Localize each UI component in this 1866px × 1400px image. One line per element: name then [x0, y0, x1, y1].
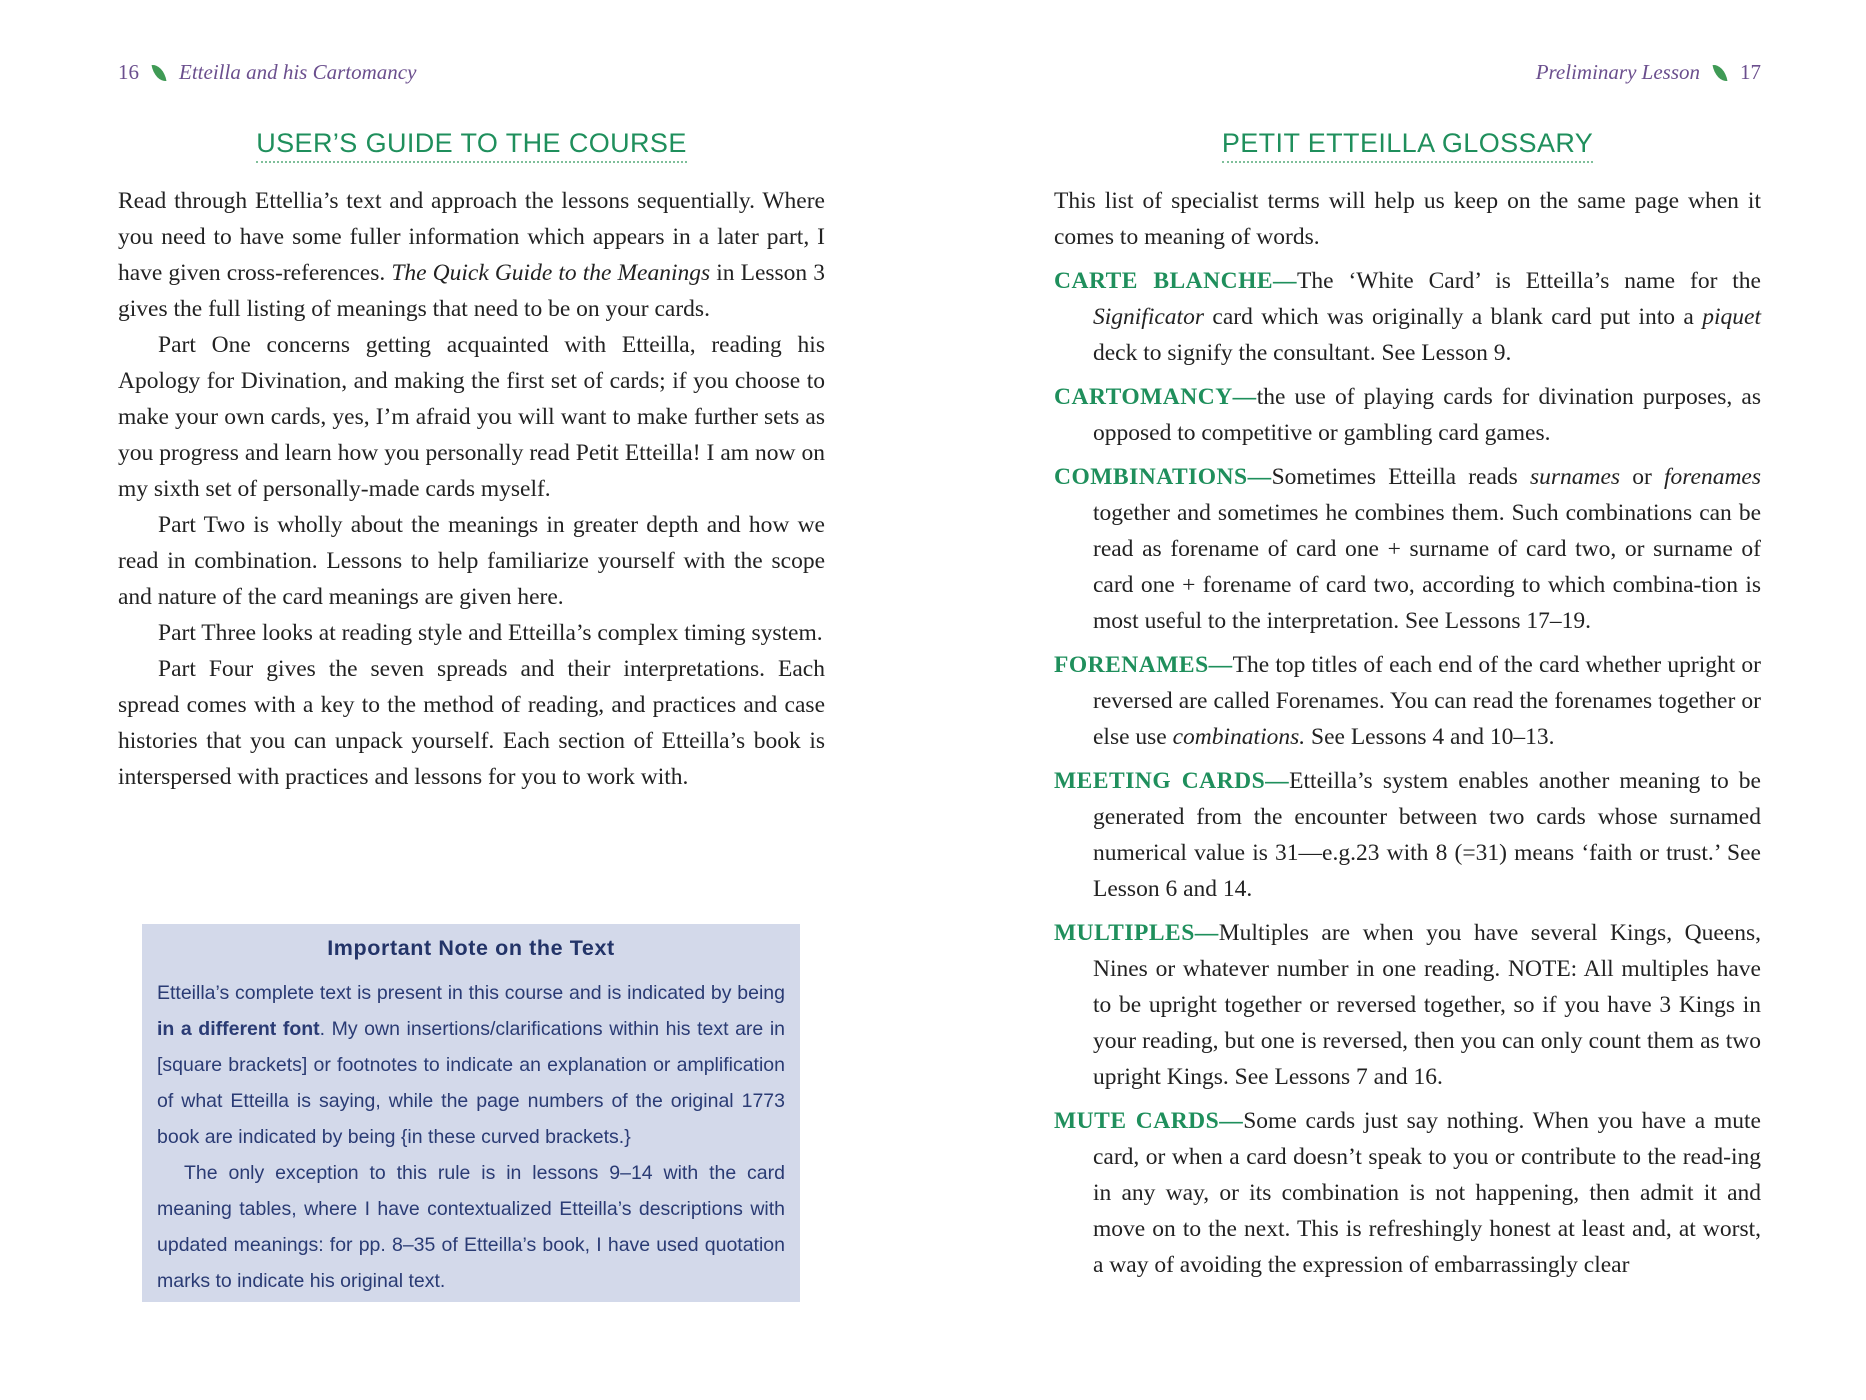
- glossary: [1054, 183, 1761, 1291]
- paragraph: Part Three looks at reading style and Etteilla’s complex timing system.: [158, 620, 823, 646]
- glossary-entry-combinations: COMBINATIONS—Sometimes Etteilla reads surnames or forenames together and sometimes he combines them. Such combinations can be read as forename of card one + surname of card two, or surname of card one + forename of card two, according to which combina-tion is most useful to the interpretation. See Lessons 17–19.: [1054, 464, 1761, 634]
- glossary-intro: This list of specialist terms will help us keep on the same page when it comes to meaning of words.: [1054, 188, 1761, 250]
- paragraph: Read through Ettellia’s text and approach the lessons sequentially. Where you need to have some fuller information which appears in a later part, I have given cross-references. The Quick Guide to the Meanings in Lesson 3 gives the full listing of meanings that need to be on your cards.: [118, 188, 826, 322]
- leaf-icon: [1713, 63, 1728, 83]
- important-note-box: [142, 924, 800, 1302]
- note-paragraph: The only exception to this rule is in lessons 9–14 with the card meaning tables, where I have contextualized Etteilla’s descriptions with updated meanings: for pp. 8–35 of Etteilla’s book, I have used quotation marks to indicate his original text.: [157, 1162, 785, 1292]
- section-title: USER’S GUIDE TO THE COURSE: [118, 128, 825, 159]
- glossary-entry-forenames: FORENAMES—The top titles of each end of the card whether upright or reversed are called Forenames. You can read the forenames together or else use combinations. See Lessons 4 and 10–13.: [1054, 652, 1761, 750]
- running-head-title: Etteilla and his Cartomancy: [179, 60, 417, 84]
- body-text: [118, 183, 825, 795]
- note-paragraph: Etteilla’s complete text is present in this course and is indicated by being in a different font. My own insertions/clarifications within his text are in [square brackets] or footnotes to indicate an explanation or amplification of what Etteilla is saying, while the page numbers of the original 1773 book are indicated by being {in these curved brackets.}: [157, 982, 785, 1148]
- glossary-entry-mute-cards: MUTE CARDS—Some cards just say nothing. When you have a mute card, or when a card doesn’t speak to you or contribute to the read-ing in any way, or its combination is not happening, then admit it and move on to the next. This is refreshingly honest at least and, at worst, a way of avoiding the expression of embarrassingly clear: [1054, 1108, 1761, 1278]
- running-head-right: [1054, 60, 1761, 85]
- glossary-entry-carte-blanche: CARTE BLANCHE—The ‘White Card’ is Etteilla’s name for the Significator card which was originally a blank card put into a piquet deck to signify the consultant. See Lesson 9.: [1054, 268, 1761, 366]
- glossary-entry-meeting-cards: MEETING CARDS—Etteilla’s system enables another meaning to be generated from the encounter between two cards whose surnamed numerical value is 31—e.g.23 with 8 (=31) means ‘faith or trust.’ See Lesson 6 and 14.: [1054, 768, 1761, 902]
- leaf-icon: [152, 63, 167, 83]
- page-number: 16: [118, 60, 139, 84]
- running-head-title: Preliminary Lesson: [1535, 60, 1700, 84]
- glossary-entry-cartomancy: CARTOMANCY—the use of playing cards for divination purposes, as opposed to competitive or gambling card games.: [1054, 384, 1761, 446]
- paragraph: Part Four gives the seven spreads and their interpretations. Each spread comes with a key to the method of reading, and practices and case histories that you can unpack yourself. Each section of Etteilla’s book is interspersed with practices and lessons for you to work with.: [118, 656, 825, 790]
- glossary-entry-multiples: MULTIPLES—Multiples are when you have several Kings, Queens, Nines or whatever number in one reading. NOTE: All multiples have to be upright together or reversed together, so if you have 3 Kings in your reading, but one is reversed, then you can only count them as two upright Kings. See Lessons 7 and 16.: [1054, 920, 1761, 1090]
- left-page: [118, 0, 825, 1400]
- page-number: 17: [1740, 60, 1761, 84]
- paragraph: Part One concerns getting acquainted with Etteilla, reading his Apology for Divination, and making the first set of cards; if you choose to make your own cards, yes, I’m afraid you will want to make further sets as you progress and learn how you personally read Petit Etteilla! I am now on my sixth set of personally-made cards myself.: [118, 332, 825, 502]
- right-page: [1054, 0, 1761, 1400]
- running-head-left: [118, 60, 825, 85]
- note-title: Important Note on the Text: [327, 936, 615, 960]
- section-title: PETIT ETTEILLA GLOSSARY: [1054, 128, 1761, 159]
- paragraph: Part Two is wholly about the meanings in greater depth and how we read in combination. Lessons to help familiarize yourself with the scope and nature of the card meanings are given here.: [118, 512, 825, 610]
